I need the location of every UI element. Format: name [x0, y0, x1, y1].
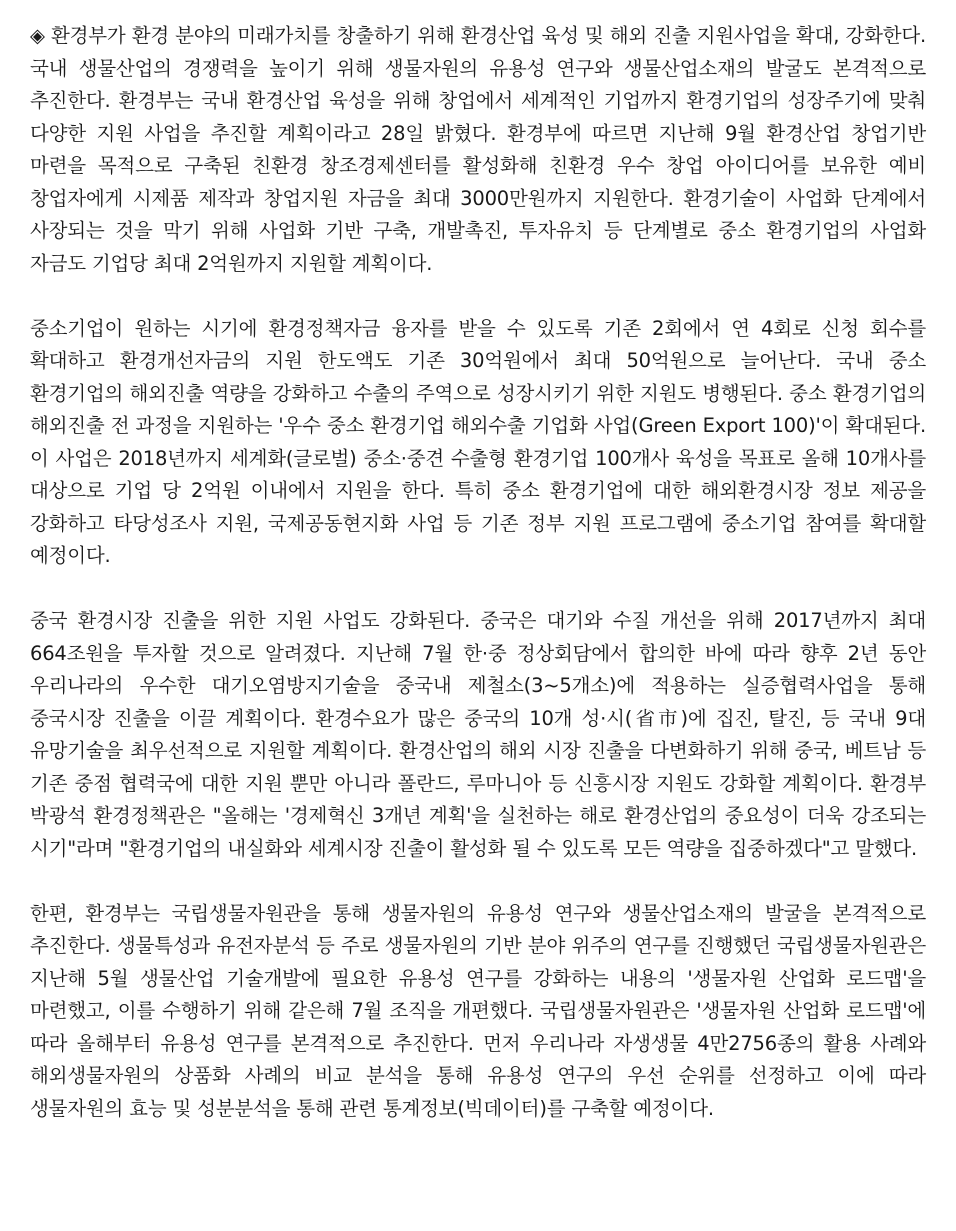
paragraph-2: 중소기업이 원하는 시기에 환경정책자금 융자를 받을 수 있도록 기존 2회에서 연 4회로 신청 회수를 확대하고 환경개선자금의 지원 한도액도 기존 30억원에서 최대 50억원으로 늘어난다. 국내 중소 환경기업의 해외진출 역량을 강화하고 수출의 주역으로 성장시키기 위한 지원도 병행된다. 중소 환경기업의 해외진출 전 과정을 지원하는 '우수 중소 환경기업 해외수출 기업화 사업(Green Export 100)'이 확대된다. 이 사업은 2018년까지 세계화(글로벌) 중소·중견 수출형 환경기업 100개사 육성을 목표로 올해 10개사를 대상으로 기업 당 2억원 이내에서 지원을 한다. 특히 중소 환경기업에 대한 해외환경시장 정보 제공을 강화하고 타당성조사 지원, 국제공동현지화 사업 등 기존 정부 지원 프로그램에 중소기업 참여를 확대할 예정이다.	[30, 316, 926, 567]
paragraph-4: 한편, 환경부는 국립생물자원관을 통해 생물자원의 유용성 연구와 생물산업소재의 발굴을 본격적으로 추진한다. 생물특성과 유전자분석 등 주로 생물자원의 기반 분야 위주의 연구를 진행했던 국립생물자원관은 지난해 5월 생물산업 기술개발에 필요한 유용성 연구를 강화하는 내용의 '생물자원 산업화 로드맵'을 마련했고, 이를 수행하기 위해 같은해 7월 조직을 개편했다. 국립생물자원관은 '생물자원 산업화 로드맵'에 따라 올해부터 유용성 연구를 본격적으로 추진한다. 먼저 우리나라 자생생물 4만2756종의 활용 사례와 해외생물자원의 상품화 사례의 비교 분석을 통해 유용성 연구의 우선 순위를 선정하고 이에 따라 생물자원의 효능 및 성분분석을 통해 관련 통계정보(빅데이터)를 구축할 예정이다.	[30, 901, 926, 1120]
article-body	[30, 20, 926, 1125]
paragraph-3: 중국 환경시장 진출을 위한 지원 사업도 강화된다. 중국은 대기와 수질 개선을 위해 2017년까지 최대 664조원을 투자할 것으로 알려졌다. 지난해 7월 한·중 정상회담에서 합의한 바에 따라 향후 2년 동안 우리나라의 우수한 대기오염방지기술을 중국내 제철소(3~5개소)에 적용하는 실증협력사업을 통해 중국시장 진출을 이끌 계획이다. 환경수요가 많은 중국의 10개 성·시(省市)에 집진, 탈진, 등 국내 9대 유망기술을 최우선적으로 지원할 계획이다. 환경산업의 해외 시장 진출을 다변화하기 위해 중국, 베트남 등 기존 중점 협력국에 대한 지원 뿐만 아니라 폴란드, 루마니아 등 신흥시장 지원도 강화할 계획이다. 환경부 박광석 환경정책관은 "올해는 '경제혁신 3개년 계획'을 실천하는 해로 환경산업의 중요성이 더욱 강조되는 시기"라며 "환경기업의 내실화와 세계시장 진출이 활성화 될 수 있도록 모든 역량을 집중하겠다"고 말했다.	[30, 609, 926, 860]
paragraph-1: ◈ 환경부가 환경 분야의 미래가치를 창출하기 위해 환경산업 육성 및 해외 진출 지원사업을 확대, 강화한다. 국내 생물산업의 경쟁력을 높이기 위해 생물자원의 유용성 연구와 생물산업소재의 발굴도 본격적으로 추진한다. 환경부는 국내 환경산업 육성을 위해 창업에서 세계적인 기업까지 환경기업의 성장주기에 맞춰 다양한 지원 사업을 추진할 계획이라고 28일 밝혔다. 환경부에 따르면 지난해 9월 환경산업 창업기반 마련을 목적으로 구축된 친환경 창조경제센터를 활성화해 친환경 우수 창업 아이디어를 보유한 예비 창업자에게 시제품 제작과 창업지원 자금을 최대 3000만원까지 지원한다. 환경기술이 사업화 단계에서 사장되는 것을 막기 위해 사업화 기반 구축, 개발촉진, 투자유치 등 단계별로 중소 환경기업의 사업화 자금도 기업당 최대 2억원까지 지원할 계획이다.	[30, 24, 926, 275]
